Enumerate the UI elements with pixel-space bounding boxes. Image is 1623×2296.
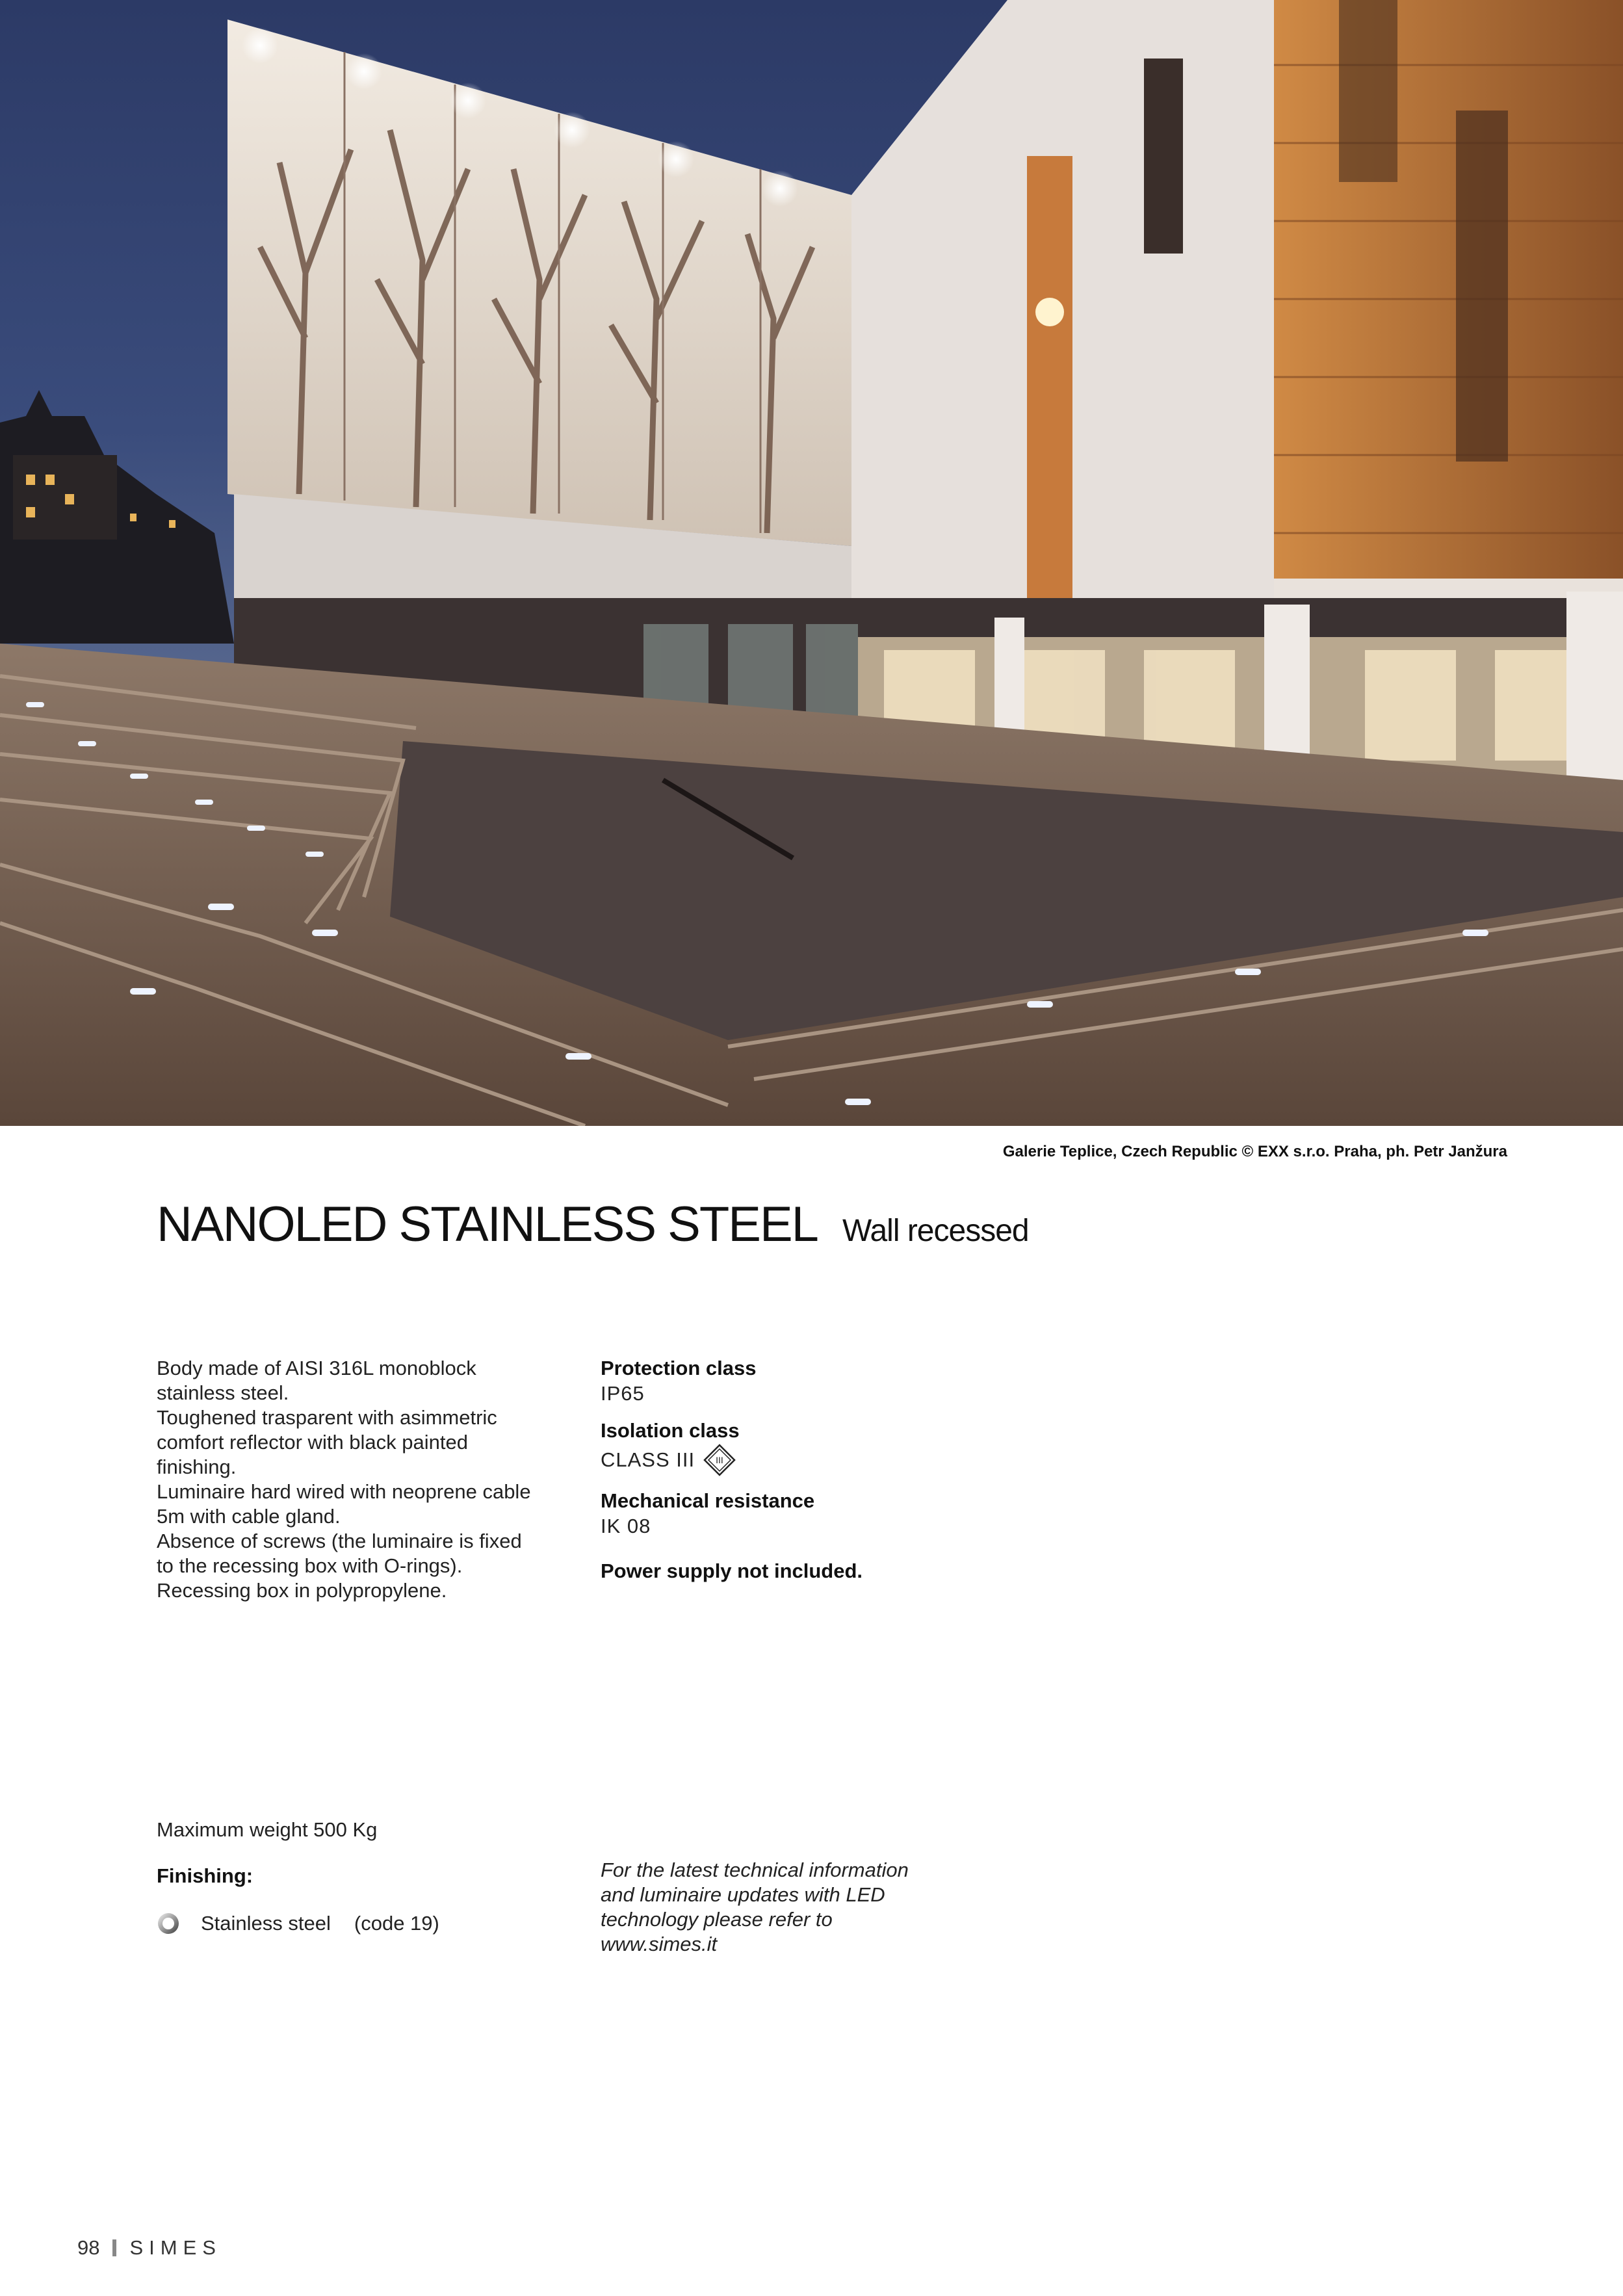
description-line: Absence of screws (the luminaire is fixed — [157, 1530, 522, 1552]
isolation-class-value: CLASS III — [601, 1448, 695, 1471]
note-line: technology please refer to — [601, 1908, 833, 1931]
page-number: 98 — [77, 2236, 100, 2259]
power-supply-note: Power supply not included. — [601, 1559, 863, 1582]
class-iii-icon-text: III — [716, 1455, 723, 1465]
description-line: to the recessing box with O-rings). — [157, 1554, 463, 1577]
product-title: NANOLED STAINLESS STEEL — [157, 1197, 818, 1252]
finishing-option — [157, 1911, 439, 1936]
hero-photo — [0, 0, 1623, 1126]
protection-class — [601, 1356, 1056, 1407]
isolation-class — [601, 1418, 1056, 1477]
product-description — [157, 1356, 560, 1603]
description-line: 5m with cable gland. — [157, 1505, 341, 1528]
description-line: Luminaire hard wired with neoprene cable — [157, 1480, 531, 1503]
finishing-label: Finishing: — [157, 1864, 253, 1887]
description-line: Body made of AISI 316L monoblock — [157, 1357, 476, 1379]
note-line: and luminaire updates with LED — [601, 1883, 885, 1906]
technical-info-note — [601, 1858, 965, 1957]
description-line: comfort reflector with black painted — [157, 1431, 468, 1454]
page-footer — [77, 2236, 222, 2260]
note-website-link[interactable]: www.simes.it — [601, 1933, 718, 1955]
product-heading — [157, 1196, 1029, 1253]
finishing-name: Stainless steel — [201, 1912, 331, 1935]
building-night-photo — [0, 0, 1623, 1126]
description-line: Toughened trasparent with asimmetric — [157, 1406, 497, 1429]
mechanical-resistance-label: Mechanical resistance — [601, 1489, 815, 1512]
finishing-code: (code 19) — [354, 1912, 439, 1935]
product-subtitle: Wall recessed — [842, 1214, 1029, 1248]
description-line: stainless steel. — [157, 1381, 289, 1404]
mechanical-resistance — [601, 1489, 1056, 1539]
photo-caption: Galerie Teplice, Czech Republic © EXX s.r.o. Praha, ph. Petr Janžura — [1002, 1143, 1507, 1160]
stainless-steel-swatch-icon — [157, 1912, 180, 1935]
protection-class-value: IP65 — [601, 1382, 645, 1405]
footer-divider — [112, 2239, 116, 2256]
note-line: For the latest technical information — [601, 1859, 909, 1881]
mechanical-resistance-value: IK 08 — [601, 1515, 651, 1537]
isolation-class-label: Isolation class — [601, 1419, 740, 1442]
description-line: finishing. — [157, 1455, 237, 1478]
technical-specs — [601, 1356, 1056, 1584]
description-line: Recessing box in polypropylene. — [157, 1579, 447, 1602]
maximum-weight: Maximum weight 500 Kg — [157, 1818, 378, 1841]
brand-name: SIMES — [129, 2236, 222, 2259]
protection-class-label: Protection class — [601, 1357, 757, 1379]
class-iii-icon — [703, 1443, 736, 1477]
